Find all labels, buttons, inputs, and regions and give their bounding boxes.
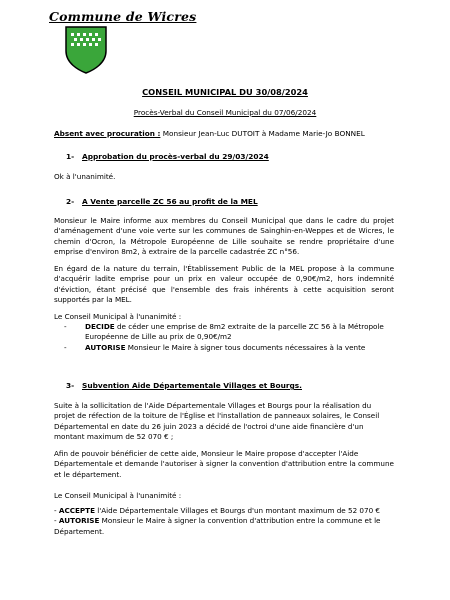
decision-dash: -: [64, 322, 67, 331]
decision-dash: -: [54, 506, 59, 515]
section-2-decisions: [54, 322, 394, 353]
commune-name: Commune de Wicres: [49, 9, 197, 24]
decision-dash: -: [64, 342, 67, 352]
section-3-paragraph-1: Suite à la sollicitation de l'Aide Départementale Villages et Bourgs pour la réalisation du projet de réfection de la toiture de l'Église et l'installation de panneaux solaires, le Conseil Départemental en date du 26 juin 2023 a décidé de l'octroi d'une aide financière d'un montant maximum de 52 070 € ;: [54, 401, 380, 442]
section-3-heading: [66, 381, 302, 390]
decision-keyword: DECIDE: [85, 322, 115, 331]
section-2-title: A Vente parcelle ZC 56 au profit de la MEL: [82, 197, 258, 206]
section-3-vote-intro: Le Conseil Municipal à l'unanimité :: [54, 491, 182, 500]
meeting-title: CONSEIL MUNICIPAL DU 30/08/2024: [142, 87, 308, 97]
absent-text: Monsieur Jean-Luc DUTOIT à Madame Marie-Jo BONNEL: [160, 129, 365, 138]
decision-text: de céder une emprise de 8m2 extraite de la parcelle ZC 56 à la Métropole Européenne de Lille au prix de 0,90€/m2: [85, 322, 384, 342]
section-1-paragraph: Ok à l'unanimité.: [54, 172, 116, 181]
decision-text: Monsieur le Maire à signer la convention d'attribution entre la commune et le Département.: [54, 516, 381, 536]
minutes-subtitle: Procès-Verbal du Conseil Municipal du 07/06/2024: [133, 108, 317, 117]
section-1-title: Approbation du procès-verbal du 29/03/2024: [82, 152, 269, 161]
section-2-number: 2-: [66, 197, 75, 206]
section-1-heading: [66, 152, 269, 161]
absent-proxy-line: [54, 129, 365, 138]
section-3-number: 3-: [66, 381, 75, 390]
section-3-title: Subvention Aide Départementale Villages et Bourgs.: [82, 381, 302, 390]
decision-item: [54, 343, 394, 353]
decision-item: [54, 516, 394, 537]
commune-shield-icon: [64, 25, 108, 75]
decision-item: [54, 506, 394, 516]
decision-dash: -: [54, 516, 59, 526]
section-1-number: 1-: [66, 152, 75, 161]
section-3-paragraph-2: Afin de pouvoir bénéficier de cette aide, Monsieur le Maire propose d'accepter l'Aide Départementale et demande l'autoriser à signer la convention d'attribution entre la commune et le département.: [54, 449, 394, 479]
absent-label: Absent avec procuration :: [54, 129, 161, 138]
decision-keyword: AUTORISE: [58, 516, 100, 526]
decision-text: l'Aide Départementale Villages et Bourgs d'un montant maximum de 52 070 €: [95, 506, 381, 515]
decision-keyword: AUTORISE: [85, 342, 126, 352]
section-3-decisions: [54, 506, 394, 537]
section-2-heading: [66, 197, 258, 206]
section-2-paragraph-1: Monsieur le Maire informe aux membres du Conseil Municipal que dans le cadre du projet d'aménagement d'une voie verte sur les communes de Sainghin-en-Weppes et de Wicres, le chemin d'Ocron, la Métropole Européenne de Lille souhaite se rendre propriétaire d'une emprise d'environ 8m2, à extraire de la parcelle cadastrée ZC n°56.: [54, 216, 394, 257]
decision-text: Monsieur le Maire à signer tous documents nécessaires à la vente: [125, 342, 366, 352]
section-2-vote-intro: Le Conseil Municipal à l'unanimité :: [54, 312, 182, 321]
decision-item: [54, 322, 394, 343]
section-2-paragraph-2: En égard de la nature du terrain, l'Établissement Public de la MEL propose à la commune d'acquérir ladite emprise pour un prix en valeur occupée de 0,90€/m2, hors indemnité d'éviction, étant précisé que l'ensemble des frais inhérents à cette acquisition seront supportés par la MEL.: [54, 264, 394, 305]
decision-keyword: ACCEPTE: [58, 506, 95, 515]
